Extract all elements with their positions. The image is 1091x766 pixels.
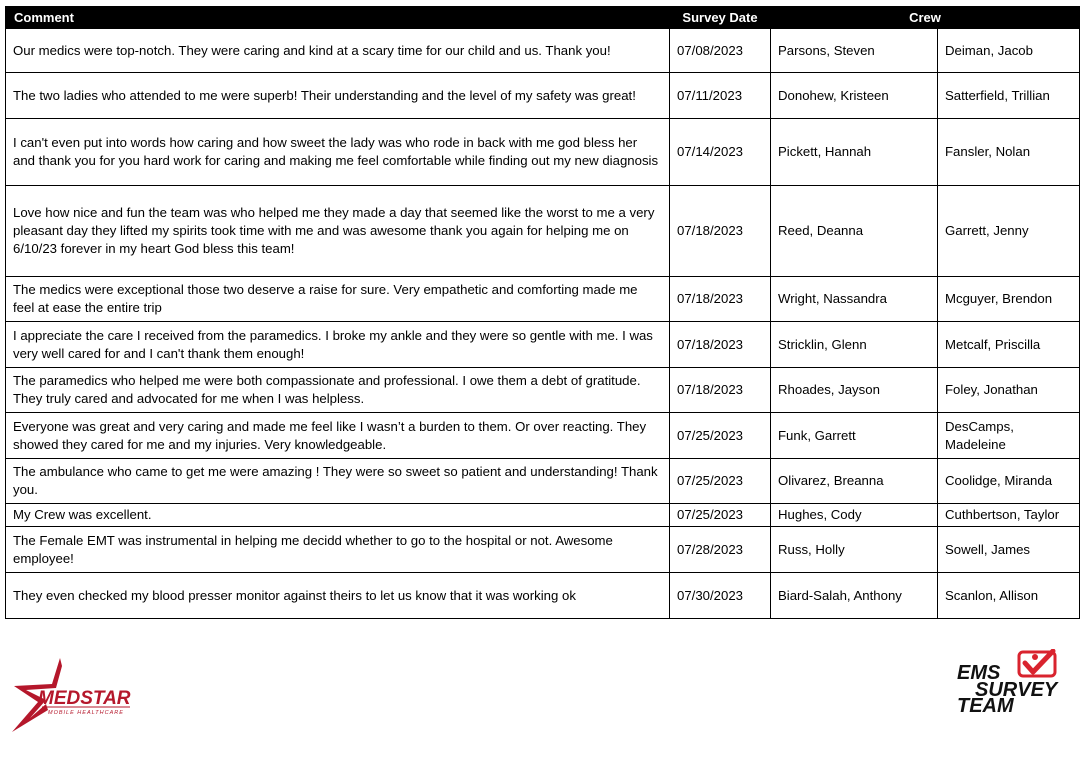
comment-cell: I can't even put into words how caring and how sweet the lady was who rode in back with me god bless her and thank you for you hard work for caring and making me feel comfortable while finding out my new diagnosis [6,119,670,186]
date-cell: 07/18/2023 [670,368,771,413]
team-word: TEAM [957,695,1014,715]
crew-member-1-cell: Biard-Salah, Anthony [771,573,938,619]
table-row [6,368,1080,413]
crew-member-2-cell: Fansler, Nolan [938,119,1080,186]
comment-cell: The two ladies who attended to me were superb! Their understanding and the level of my safety was great! [6,73,670,119]
table-row [6,504,1080,527]
crew-member-1-cell: Pickett, Hannah [771,119,938,186]
comment-cell: They even checked my blood presser monitor against theirs to let us know that it was working ok [6,573,670,619]
crew-member-2-cell: Sowell, James [938,527,1080,573]
medstar-tagline: MOBILE HEALTHCARE [48,710,124,716]
table-row [6,29,1080,73]
survey-word: SURVEY [975,679,1058,701]
crew-member-2-cell: Metcalf, Priscilla [938,322,1080,368]
medstar-logo [8,656,134,734]
date-cell: 07/25/2023 [670,504,771,527]
crew-member-2-cell: Coolidge, Miranda [938,459,1080,504]
date-cell: 07/08/2023 [670,29,771,73]
crew-member-2-cell: Deiman, Jacob [938,29,1080,73]
crew-member-1-cell: Funk, Garrett [771,413,938,459]
comment-cell: Love how nice and fun the team was who helped me they made a day that seemed like the worst to me a very pleasant day they lifted my spirits took time with me and was awesome thank you again for helping me on 6/10/23 forever in my heart God bless this team! [6,186,670,277]
table-row [6,573,1080,619]
date-cell: 07/18/2023 [670,322,771,368]
date-cell: 07/28/2023 [670,527,771,573]
table-row [6,186,1080,277]
table-row [6,119,1080,186]
crew-member-1-cell: Rhoades, Jayson [771,368,938,413]
date-cell: 07/25/2023 [670,459,771,504]
date-cell: 07/14/2023 [670,119,771,186]
date-cell: 07/18/2023 [670,277,771,322]
table-row [6,459,1080,504]
crew-member-2-cell: Cuthbertson, Taylor [938,504,1080,527]
medstar-wordmark: MEDSTAR [38,688,131,709]
table-row [6,322,1080,368]
comment-cell: Everyone was great and very caring and made me feel like I wasn’t a burden to them. Or over reacting. They showed they cared for me and my injuries. Very knowledgeable. [6,413,670,459]
table-row [6,413,1080,459]
crew-member-1-cell: Reed, Deanna [771,186,938,277]
date-cell: 07/18/2023 [670,186,771,277]
crew-member-1-cell: Olivarez, Breanna [771,459,938,504]
crew-member-2-cell: Garrett, Jenny [938,186,1080,277]
checkbox-check-icon [1019,651,1055,676]
crew-member-1-cell: Hughes, Cody [771,504,938,527]
survey-comments-table [5,6,1080,619]
comment-cell: Our medics were top-notch. They were caring and kind at a scary time for our child and us. Thank you! [6,29,670,73]
header-survey-date: Survey Date [670,7,771,29]
header-crew: Crew [771,7,1080,29]
crew-member-2-cell: Foley, Jonathan [938,368,1080,413]
table-header-row [6,7,1080,29]
date-cell: 07/30/2023 [670,573,771,619]
comment-cell: I appreciate the care I received from the paramedics. I broke my ankle and they were so gentle with me. I was very well cared for and I can't thank them enough! [6,322,670,368]
crew-member-1-cell: Donohew, Kristeen [771,73,938,119]
crew-member-1-cell: Wright, Nassandra [771,277,938,322]
ems-word: EMS [957,662,1001,684]
crew-member-1-cell: Russ, Holly [771,527,938,573]
table-row [6,277,1080,322]
crew-member-2-cell: Satterfield, Trillian [938,73,1080,119]
header-comment: Comment [6,7,670,29]
ems-survey-team-logo [953,649,1079,715]
comment-cell: The ambulance who came to get me were amazing ! They were so sweet so patient and understanding! Thank you. [6,459,670,504]
comment-cell: The paramedics who helped me were both compassionate and professional. I owe them a debt of gratitude. They truly cared and advocated for me when I was helpless. [6,368,670,413]
crew-member-2-cell: Scanlon, Allison [938,573,1080,619]
crew-member-1-cell: Stricklin, Glenn [771,322,938,368]
crew-member-2-cell: DesCamps, Madeleine [938,413,1080,459]
comment-cell: The medics were exceptional those two deserve a raise for sure. Very empathetic and comforting made me feel at ease the entire trip [6,277,670,322]
date-cell: 07/11/2023 [670,73,771,119]
comment-cell: My Crew was excellent. [6,504,670,527]
comment-cell: The Female EMT was instrumental in helping me decidd whether to go to the hospital or not. Awesome employee! [6,527,670,573]
table-row [6,73,1080,119]
date-cell: 07/25/2023 [670,413,771,459]
crew-member-1-cell: Parsons, Steven [771,29,938,73]
table-row [6,527,1080,573]
crew-member-2-cell: Mcguyer, Brendon [938,277,1080,322]
